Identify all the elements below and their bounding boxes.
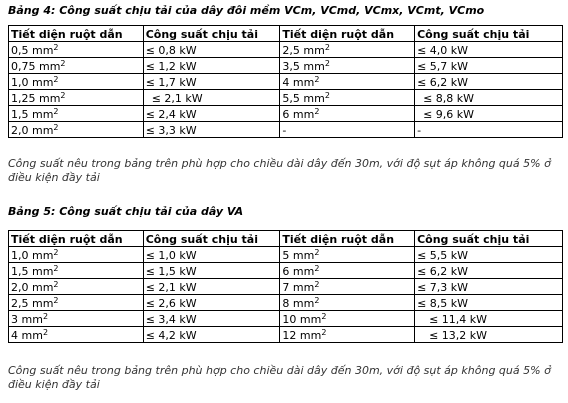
table5-header-capacity: Công suất chịu tải — [143, 231, 280, 247]
table4-title: Bảng 4: Công suất chịu tải của dây đôi mềm VCm, VCmd, VCmx, VCmt, VCmo — [8, 4, 485, 17]
table-cell: 3 $mm^2$ — [9, 311, 144, 327]
table-cell: ≤ 6,2 kW — [415, 263, 563, 279]
table-cell: 2,5 $mm^2$ — [280, 42, 415, 58]
table-cell: 6 $mm^2$ — [280, 263, 415, 279]
table-cell: ≤ 3,3 kW — [143, 122, 280, 138]
table-cell: 2,5 $mm^2$ — [9, 295, 144, 311]
table-cell: ≤ 1,0 kW — [143, 247, 280, 263]
table-cell: 2,0 $mm^2$ — [9, 279, 144, 295]
table-cell: 0,75 $mm^2$ — [9, 58, 144, 74]
table-cell: 6 $mm^2$ — [280, 106, 415, 122]
table-row — [9, 311, 563, 327]
table-cell: 8 $mm^2$ — [280, 295, 415, 311]
table-cell: 4 $mm^2$ — [280, 74, 415, 90]
table4-header-capacity: Công suất chịu tải — [143, 26, 280, 42]
table-cell: ≤ 1,2 kW — [143, 58, 280, 74]
table-cell: ≤ 2,1 kW — [143, 279, 280, 295]
table4 — [8, 25, 563, 138]
table5-title: Bảng 5: Công suất chịu tải của dây VA — [8, 205, 244, 218]
table4-header-capacity: Công suất chịu tải — [415, 26, 563, 42]
table-row — [9, 42, 563, 58]
table-cell: 7 $mm^2$ — [280, 279, 415, 295]
table-cell: ≤ 4,2 kW — [143, 327, 280, 343]
table-cell: 1,0 $mm^2$ — [9, 74, 144, 90]
table4-note: Công suất nêu trong bảng trên phù hợp cho chiều dài dây đến 30m, với độ sụt áp không quá 5% ở điều kiện đầy tải — [8, 157, 551, 184]
table-cell: ≤ 8,5 kW — [415, 295, 563, 311]
table-cell: - — [415, 122, 563, 138]
table-cell: ≤ 6,2 kW — [415, 74, 563, 90]
table-cell: ≤ 9,6 kW — [415, 106, 563, 122]
table-cell: ≤ 2,4 kW — [143, 106, 280, 122]
table-row — [9, 58, 563, 74]
table-row — [9, 295, 563, 311]
table4-header-section: Tiết diện ruột dẫn — [280, 26, 415, 42]
table5-header-capacity: Công suất chịu tải — [415, 231, 563, 247]
table-row — [9, 74, 563, 90]
table-cell: ≤ 1,5 kW — [143, 263, 280, 279]
table-cell: 5,5 $mm^2$ — [280, 90, 415, 106]
table-row — [9, 247, 563, 263]
table-cell: 0,5 $mm^2$ — [9, 42, 144, 58]
table-cell: ≤ 13,2 kW — [415, 327, 563, 343]
table5-header-row — [9, 231, 563, 247]
table4-header-row — [9, 26, 563, 42]
table5-header-section: Tiết diện ruột dẫn — [280, 231, 415, 247]
table-cell: 2,0 $mm^2$ — [9, 122, 144, 138]
table-cell: 1,25 $mm^2$ — [9, 90, 144, 106]
table-cell: 1,5 $mm^2$ — [9, 263, 144, 279]
table5-header-section: Tiết diện ruột dẫn — [9, 231, 144, 247]
table-cell: 1,0 $mm^2$ — [9, 247, 144, 263]
table4-header-section: Tiết diện ruột dẫn — [9, 26, 144, 42]
table-cell: - — [280, 122, 415, 138]
table-cell: 12 $mm^2$ — [280, 327, 415, 343]
table-cell: ≤ 4,0 kW — [415, 42, 563, 58]
table-cell: ≤ 3,4 kW — [143, 311, 280, 327]
table-row — [9, 327, 563, 343]
table-cell: ≤ 1,7 kW — [143, 74, 280, 90]
table-row — [9, 106, 563, 122]
table-cell: 4 $mm^2$ — [9, 327, 144, 343]
table-cell: ≤ 2,1 kW — [143, 90, 280, 106]
table-cell: 10 $mm^2$ — [280, 311, 415, 327]
table-cell: ≤ 2,6 kW — [143, 295, 280, 311]
table-cell: 1,5 $mm^2$ — [9, 106, 144, 122]
table-cell: 3,5 $mm^2$ — [280, 58, 415, 74]
table-cell: ≤ 5,5 kW — [415, 247, 563, 263]
table-cell: ≤ 5,7 kW — [415, 58, 563, 74]
table-cell: ≤ 7,3 kW — [415, 279, 563, 295]
table-cell: 5 $mm^2$ — [280, 247, 415, 263]
table5 — [8, 230, 563, 343]
table-row — [9, 90, 563, 106]
table-cell: ≤ 8,8 kW — [415, 90, 563, 106]
table-cell: ≤ 0,8 kW — [143, 42, 280, 58]
table-row — [9, 263, 563, 279]
table-row — [9, 122, 563, 138]
table-cell: ≤ 11,4 kW — [415, 311, 563, 327]
table5-note: Công suất nêu trong bảng trên phù hợp cho chiều dài dây đến 30m, với độ sụt áp không quá 5% ở điều kiện đầy tải — [8, 364, 551, 391]
table-row — [9, 279, 563, 295]
